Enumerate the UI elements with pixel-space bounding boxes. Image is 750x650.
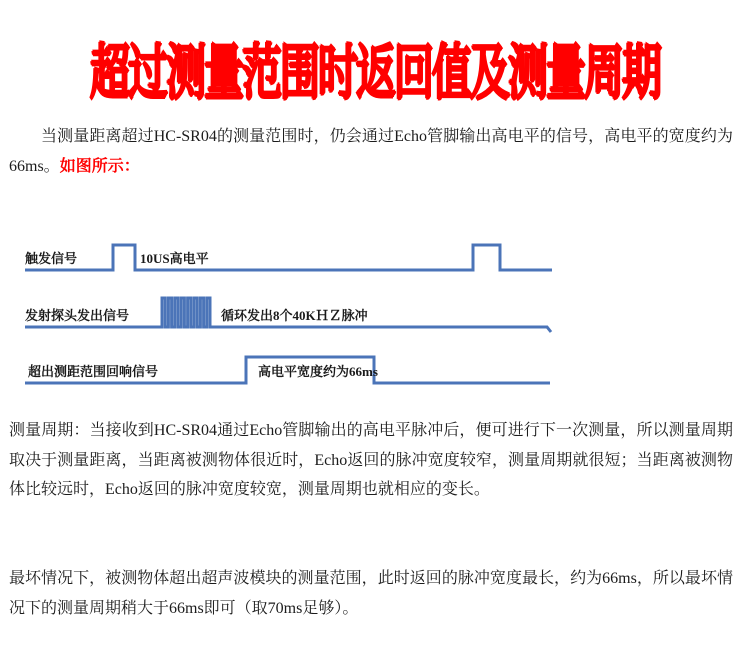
echo-pulse-width-label: 高电平宽度约为66ms <box>258 364 378 379</box>
intro-paragraph <box>9 122 733 182</box>
worst-case-paragraph: 最坏情况下，被测物体超出超声波模块的测量范围，此时返回的脉冲宽度最长，约为66ms，所以最坏情况下的测量周期稍大于66ms即可（取70ms足够）。 <box>9 570 733 617</box>
measurement-period-paragraph: 测量周期：当接收到HC-SR04通过Echo管脚输出的高电平脉冲后，便可进行下一次测量，所以测量周期取决于测量距离，当距离被测物体很近时，Echo返回的脉冲宽度较窄，测量周期就很短；当距离被测物体比较远时，Echo返回的脉冲宽度较宽，测量周期也就相应的变长。 <box>9 422 733 498</box>
trigger-signal-label: 触发信号 <box>25 251 78 266</box>
see-figure-text: 如图所示： <box>59 158 140 175</box>
trigger-pulse-width-label: 10US高电平 <box>140 251 209 266</box>
trigger-signal-waveform <box>25 245 552 270</box>
timing-diagram <box>0 220 750 410</box>
transmit-burst-label: 循环发出8个40KＨＺ脉冲 <box>221 308 368 323</box>
echo-signal-label: 超出测距范围回响信号 <box>28 364 159 379</box>
transmit-signal-label: 发射探头发出信号 <box>25 308 130 323</box>
intro-text: 当测量距离超过HC-SR04的测量范围时，仍会通过Echo管脚输出高电平的信号，高电平的宽度约为66ms。 <box>9 128 733 175</box>
page-title: 超过测量范围时返回值及测量周期 <box>90 39 660 109</box>
